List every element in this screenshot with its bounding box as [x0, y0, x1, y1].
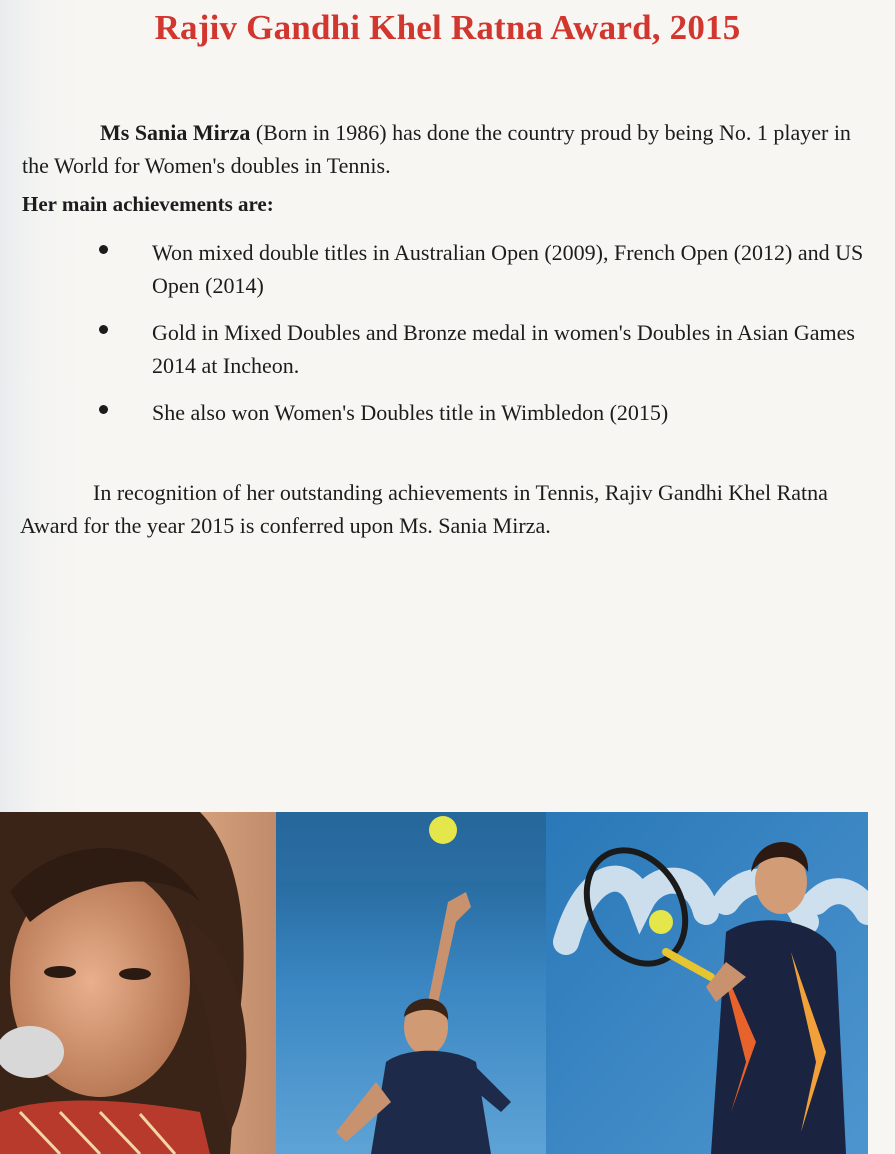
intro-text: (Born in 1986) has done the country proud by being No. 1 player in the World for Women's doubles in Tennis. — [22, 120, 851, 178]
list-item-text: She also won Women's Doubles title in Wimbledon (2015) — [152, 400, 669, 425]
page-title: Rajiv Gandhi Khel Ratna Award, 2015 — [154, 8, 741, 47]
list-item-text: Won mixed double titles in Australian Open (2009), French Open (2012) and US Open (2014) — [152, 240, 864, 298]
photo-serve — [276, 812, 546, 1154]
achievements-heading: Her main achievements are: — [22, 192, 274, 216]
photo-strip — [0, 812, 868, 1154]
bullet-icon — [99, 245, 108, 254]
photo-forehand — [546, 812, 868, 1154]
bullet-icon — [99, 325, 108, 334]
closing-paragraph — [20, 476, 877, 542]
awardee-name: Ms Sania Mirza — [100, 120, 251, 145]
bullet-icon — [99, 405, 108, 414]
closing-text: In recognition of her outstanding achievements in Tennis, Rajiv Gandhi Khel Ratna Award for the year 2015 is conferred upon Ms. Sania Mirza. — [20, 480, 828, 538]
list-item-text: Gold in Mixed Doubles and Bronze medal in women's Doubles in Asian Games 2014 at Incheon. — [152, 320, 855, 378]
photo-medal-kiss — [0, 812, 276, 1154]
intro-paragraph — [22, 116, 877, 182]
